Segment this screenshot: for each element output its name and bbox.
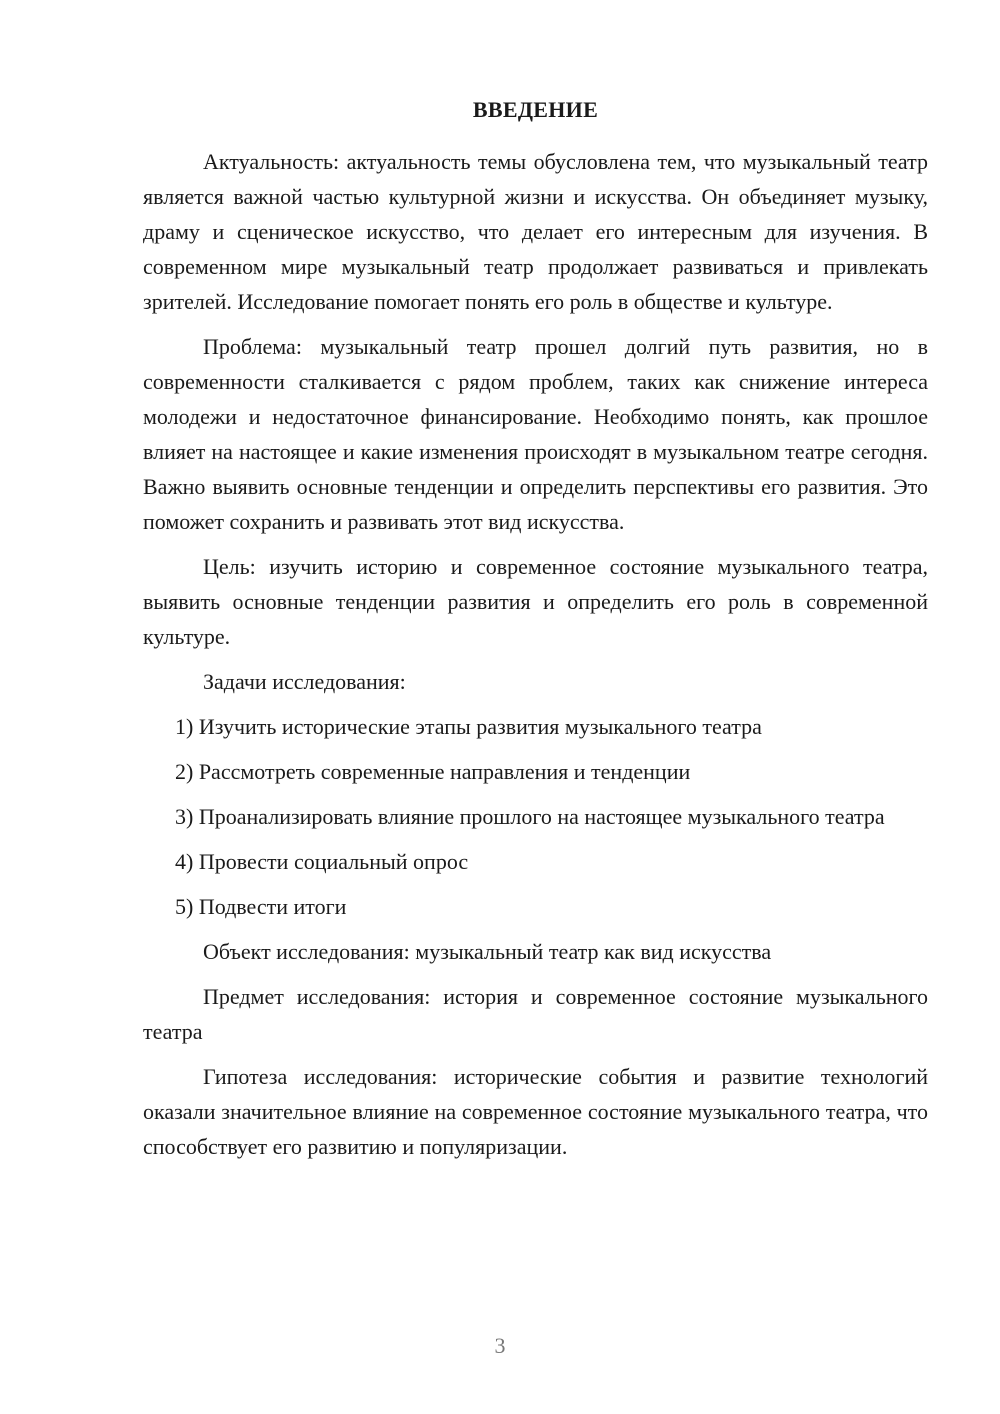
page-title: ВВЕДЕНИЕ <box>472 97 599 122</box>
document-page <box>143 92 928 1174</box>
paragraph-relevance: Актуальность: актуальность темы обусловлена тем, что музыкальный театр является важной частью культурной жизни и искусства. Он объединяет музыку, драму и сценическое искусство, что делает его интересным для изучения. В современном мире музыкальный театр продолжает развиваться и привлекать зрителей. Исследование помогает понять его роль в обществе и культуре. <box>143 149 928 314</box>
paragraph-problem: Проблема: музыкальный театр прошел долгий путь развития, но в современности сталкивается с рядом проблем, таких как снижение интереса молодежи и недостаточное финансирование. Необходимо понять, как прошлое влияет на настоящее и какие изменения происходят в музыкальном театре сегодня. Важно выявить основные тенденции и определить перспективы его развития. Это поможет сохранить и развивать этот вид искусства. <box>143 334 928 534</box>
paragraph-goal: Цель: изучить историю и современное состояние музыкального театра, выявить основные тенденции развития и определить его роль в современной культуре. <box>143 554 928 649</box>
tasks-list <box>143 709 928 924</box>
list-item: 4) Провести социальный опрос <box>175 849 469 874</box>
tasks-heading: Задачи исследования: <box>203 669 406 694</box>
paragraph-object: Объект исследования: музыкальный театр как вид искусства <box>203 939 772 964</box>
paragraph-hypothesis: Гипотеза исследования: исторические события и развитие технологий оказали значительное влияние на современное состояние музыкального театра, что способствует его развитию и популяризации. <box>143 1064 928 1159</box>
list-item: 1) Изучить исторические этапы развития музыкального театра <box>175 714 762 739</box>
paragraph-subject: Предмет исследования: история и современное состояние музыкального театра <box>143 984 928 1044</box>
list-item: 3) Проанализировать влияние прошлого на настоящее музыкального театра <box>175 804 885 829</box>
page-number: 3 <box>494 1333 506 1358</box>
list-item: 5) Подвести итоги <box>175 894 347 919</box>
list-item: 2) Рассмотреть современные направления и тенденции <box>175 759 691 784</box>
